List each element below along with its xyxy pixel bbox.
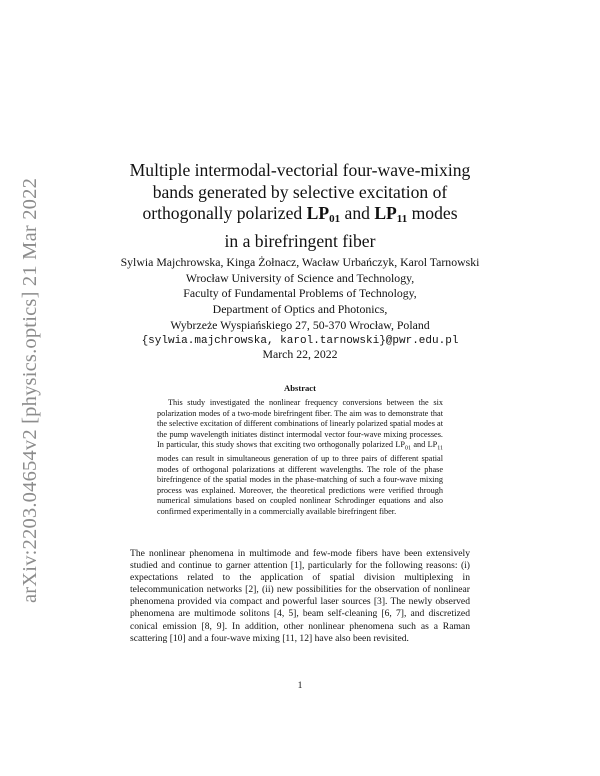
- title-mode-lp01-subscript: 01: [329, 213, 341, 225]
- author-emails: {sylwia.majchrowska, karol.tarnowski}@pwr.edu.pl: [141, 334, 459, 347]
- title-line-3: [100, 203, 500, 231]
- author-names: Sylwia Majchrowska, Kinga Żołnacz, Wacław Urbańczyk, Karol Tarnowski: [120, 255, 480, 269]
- abstract-text: This study investigated the nonlinear frequency conversions between the six polarization modes of a two-mode birefringent fiber. The aim was to demonstrate that the selective excitation of different combinations of linearly polarized spatial modes at the pump wavelength initiates distinct intermodal vector four-wave mixing processes. In particular, this study shows that exciting two orthogonally polarized $LP_{01}$ and $LP_{11}$ modes can result in simultaneous generation of up to three pairs of different spatial modes of orthogonal polarizations at different wavelengths. The role of the phase birefringence of the spatial modes in the phase-matching of such a four-wave mixing process was explained. Moreover, the theoretical predictions were verified through numerical simulations based on coupled nonlinear Schrodinger equations and also confirmed experimentally in a commercially available birefringent fiber.: [157, 398, 443, 516]
- affiliation-address: Wybrzeże Wyspiańskiego 27, 50-370 Wrocław, Poland: [170, 317, 430, 332]
- title-line-4: in a birefringent fiber: [224, 230, 376, 251]
- abstract-subscript-11: 11: [437, 445, 443, 452]
- affiliation-faculty: Faculty of Fundamental Problems of Technology,: [183, 286, 417, 301]
- arxiv-stamp-text: arXiv:2203.04654v2 [physics.optics] 21 Mar 2022: [19, 177, 42, 603]
- title-mode-lp01: $LP_{01}$: [306, 203, 341, 225]
- affiliation-department: Department of Optics and Photonics,: [212, 302, 388, 317]
- abstract-subscript-01: 01: [404, 445, 411, 452]
- abstract-heading: Abstract: [284, 383, 316, 393]
- introduction-paragraph: The nonlinear phenomena in multimode and few-mode fibers have been extensively studied and continue to garner attention [1], particularly for the following reasons: (i) expectations related to the application of spatial division multiplexing in telecommunication networks [2], (ii) new possibilities for the observation of nonlinear phenomena provided via compact and powerful laser sources [3]. The newly observed phenomena are multimode solitons [4, 5], beam self-cleaning [6, 7], and discretized conical emission [8, 9]. In addition, other nonlinear phenomena such as a Raman scattering [10] and a four-wave mixing [11, 12] have also been revisited.: [130, 548, 470, 644]
- title-line-3-pre: orthogonally polarized: [142, 203, 307, 223]
- title-mode-lp11: $LP_{11}$: [374, 203, 408, 225]
- title-mode-lp11-subscript: 11: [396, 213, 408, 225]
- paper-title: [100, 160, 500, 252]
- title-line-3-post: modes: [407, 203, 458, 223]
- title-line-2: bands generated by selective excitation of: [152, 181, 448, 202]
- paper-date: March 22, 2022: [262, 347, 338, 361]
- affiliation-university: Wrocław University of Science and Technology,: [185, 270, 415, 285]
- title-line-1: Multiple intermodal-vectorial four-wave-mixing: [129, 160, 471, 180]
- author-block: [110, 255, 490, 349]
- page-number: 1: [297, 680, 303, 691]
- arxiv-identifier-stamp: [10, 140, 52, 640]
- title-line-3-and: and: [340, 203, 375, 223]
